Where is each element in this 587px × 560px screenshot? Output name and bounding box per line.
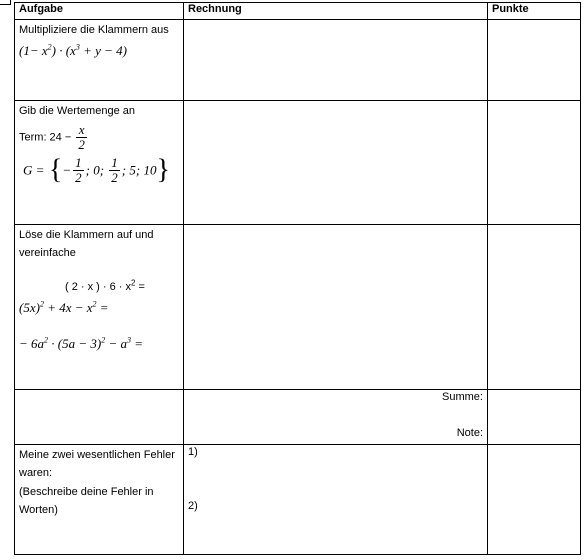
- task-1-calculation-field[interactable]: [184, 20, 488, 101]
- header-row: [15, 3, 581, 20]
- task-3-description: [15, 225, 184, 390]
- errors-prompt-2: (Beschreibe deine Fehler in Worten): [19, 486, 154, 516]
- task-1-instruction: Multipliziere die Klammern aus: [19, 24, 169, 36]
- task-2-points-field[interactable]: [488, 101, 581, 225]
- errors-description: [15, 445, 184, 555]
- summary-labels: [184, 390, 488, 445]
- header-rechnung: Rechnung: [184, 3, 488, 20]
- summary-empty-cell: [15, 390, 184, 445]
- task-2-set: G = {− $\frac{1}{2}$ ; 0; $\frac{1}{2}$ ; 5; 10}: [23, 154, 170, 186]
- task-3-line-2: $(5x)^2 + 4x - x^2$ =: [19, 299, 109, 315]
- errors-prompt-1: Meine zwei wesentlichen Fehler waren:: [19, 449, 175, 479]
- task-row-3: [15, 225, 581, 390]
- corner-marker: [0, 0, 11, 5]
- errors-points-field[interactable]: [488, 445, 581, 555]
- summary-points-field[interactable]: [488, 390, 581, 445]
- task-2-term: Term: 24 − $\frac{x}{2}$: [19, 122, 85, 152]
- note-label: Note:: [456, 427, 483, 439]
- header-aufgabe: Aufgabe: [15, 3, 184, 20]
- task-1-formula: $(1- x^2) \cdot (x^3 + y - 4)$: [19, 42, 127, 58]
- task-2-calculation-field[interactable]: [184, 101, 488, 225]
- task-3-points-field[interactable]: [488, 225, 581, 390]
- task-3-line-1: ( 2 · x ) · $6 \cdot x^2$ =: [65, 278, 145, 293]
- task-3-calculation-field[interactable]: [184, 225, 488, 390]
- exercise-table: [14, 2, 581, 555]
- errors-answer-field[interactable]: [184, 445, 488, 555]
- header-punkte: Punkte: [488, 3, 581, 20]
- task-row-2: [15, 101, 581, 225]
- task-row-1: [15, 20, 581, 101]
- error-item-1: 1): [188, 446, 198, 458]
- summary-row: [15, 390, 581, 445]
- error-item-2: 2): [188, 500, 198, 512]
- task-3-line-3: − $6a^2 \cdot (5a - 3)^2 - a^3$ =: [19, 335, 144, 351]
- task-1-description: [15, 20, 184, 101]
- task-2-instruction: Gib die Wertemenge an: [19, 105, 135, 117]
- task-3-instruction: Löse die Klammern auf und vereinfache: [19, 229, 154, 259]
- summe-label: Summe:: [442, 391, 483, 403]
- task-2-description: [15, 101, 184, 225]
- task-1-points-field[interactable]: [488, 20, 581, 101]
- errors-row: [15, 445, 581, 555]
